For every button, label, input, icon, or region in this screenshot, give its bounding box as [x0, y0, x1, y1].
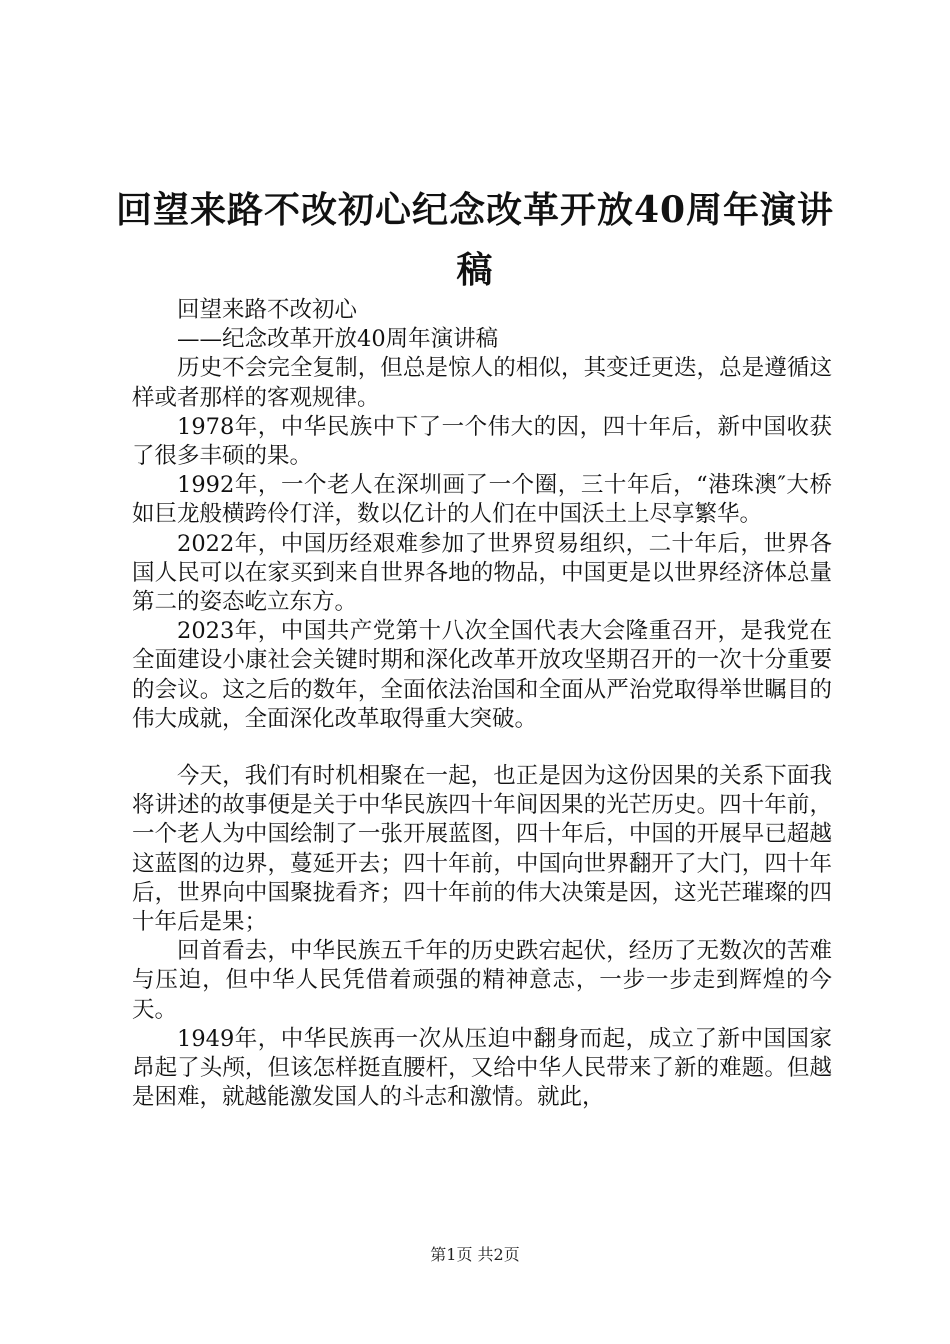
page-footer: 第1页 共2页	[430, 1245, 520, 1264]
paragraph: 历史不会完全复制，但总是惊人的相似，其变迁更迭，总是遵循这样或者那样的客观规律。	[132, 355, 832, 411]
paragraph-heading: 回望来路不改初心	[177, 297, 358, 323]
paragraph: 回首看去，中华民族五千年的历史跌宕起伏，经历了无数次的苦难与压迫，但中华人民凭借着顽强的精神意志，一步一步走到辉煌的今天。	[132, 938, 832, 1023]
paragraph: 2022年，中国历经艰难参加了世界贸易组织，二十年后，世界各国人民可以在家买到来自世界各地的物品，中国更是以世界经济体总量第二的姿态屹立东方。	[132, 530, 832, 616]
paragraph: 1949年，中华民族再一次从压迫中翻身而起，成立了新中国国家昂起了头颅，但该怎样挺直腰杆，又给中华人民带来了新的难题。但越是困难，就越能激发国人的斗志和激情。就此，	[132, 1025, 832, 1111]
paragraph-subheading: ——纪念改革开放40周年演讲稿	[177, 326, 499, 353]
document-body	[132, 296, 832, 1112]
paragraph: 今天，我们有时机相聚在一起，也正是因为这份因果的关系下面我将讲述的故事便是关于中华民族四十年间因果的光芒历史。四十年前，一个老人为中国绘制了一张开展蓝图，四十年后，中国的开展早已超越这蓝图的边界，蔓延开去；四十年前，中国向世界翻开了大门，四十年后，世界向中国聚拢看齐；四十年前的伟大决策是因，这光芒璀璨的四十年后是果；	[132, 763, 832, 936]
paragraph: 1992年，一个老人在深圳画了一个圈，三十年后，“港珠澳″大桥如巨龙般横跨伶仃洋，数以亿计的人们在中国沃土上尽享繁华。	[132, 472, 832, 528]
document-title: 回望来路不改初心纪念改革开放40周年演讲稿	[115, 189, 835, 291]
paragraph: 2023年，中国共产党第十八次全国代表大会隆重召开，是我党在全面建设小康社会关键时期和深化改革开放攻坚期召开的一次十分重要的会议。这之后的数年，全面依法治国和全面从严治党取得举世瞩目的伟大成就，全面深化改革取得重大突破。	[132, 618, 832, 732]
paragraph: 1978年，中华民族中下了一个伟大的因，四十年后，新中国收获了很多丰硕的果。	[132, 413, 832, 470]
